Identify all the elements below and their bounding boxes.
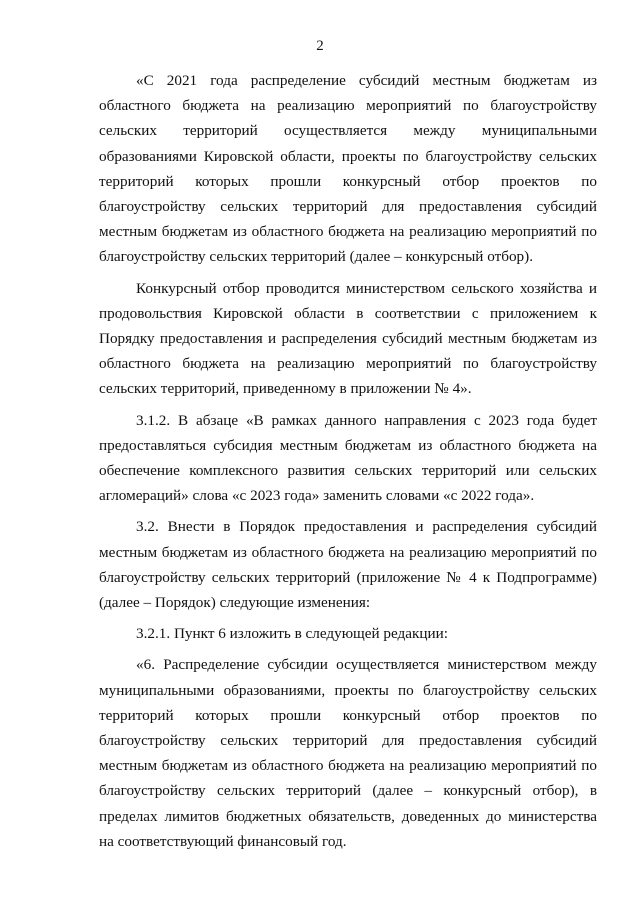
page-number: 2: [316, 38, 324, 54]
document-body: [99, 68, 597, 854]
paragraph-3-2: 3.2. Внести в Порядок предоставления и распределения субсидий местным бюджетам из областного бюджета на реализацию мероприятий по благоустройству сельских территорий (приложение № 4 к Подпрограмме) (далее – Порядок) следующие изменения:: [99, 518, 597, 612]
paragraph-3-2-1: 3.2.1. Пункт 6 изложить в следующей редакции:: [136, 625, 449, 643]
paragraph-item-6: «6. Распределение субсидии осуществляется министерством между муниципальными образованиями, проекты по благоустройству сельских территорий которых прошли конкурсный отбор проектов по благоустройству сельских территорий для предоставления субсидий местным бюджетам из областного бюджета на реализацию мероприятий по благоустройству сельских территорий (далее – конкурсный отбор), в пределах лимитов бюджетных обязательств, доведенных до министерства на соответствующий финансовый год.: [99, 656, 597, 850]
paragraph-3-1-2: 3.1.2. В абзаце «В рамках данного направления с 2023 года будет предоставляться субсидия местным бюджетам из областного бюджета на обеспечение комплексного развития сельских территорий или сельских агломераций» слова «с 2023 года» заменить словами «с 2022 года».: [99, 411, 597, 505]
paragraph-competitive-selection: Конкурсный отбор проводится министерством сельского хозяйства и продовольствия Кировской области в соответствии с приложением к Порядку предоставления и распределения субсидий местным бюджетам из областного бюджета на реализацию мероприятий по благоустройству сельских территорий, приведенному в приложении № 4».: [99, 279, 597, 398]
paragraph-subsidy-distribution: «С 2021 года распределение субсидий местным бюджетам из областного бюджета на реализацию мероприятий по благоустройству сельских территорий осуществляется между муниципальными образованиями Кировской области, проекты по благоустройству сельских территорий которых прошли конкурсный отбор проектов по благоустройству сельских территорий для предоставления субсидий местным бюджетам из областного бюджета на реализацию мероприятий по благоустройству сельских территорий (далее – конкурсный отбор).: [99, 72, 597, 266]
